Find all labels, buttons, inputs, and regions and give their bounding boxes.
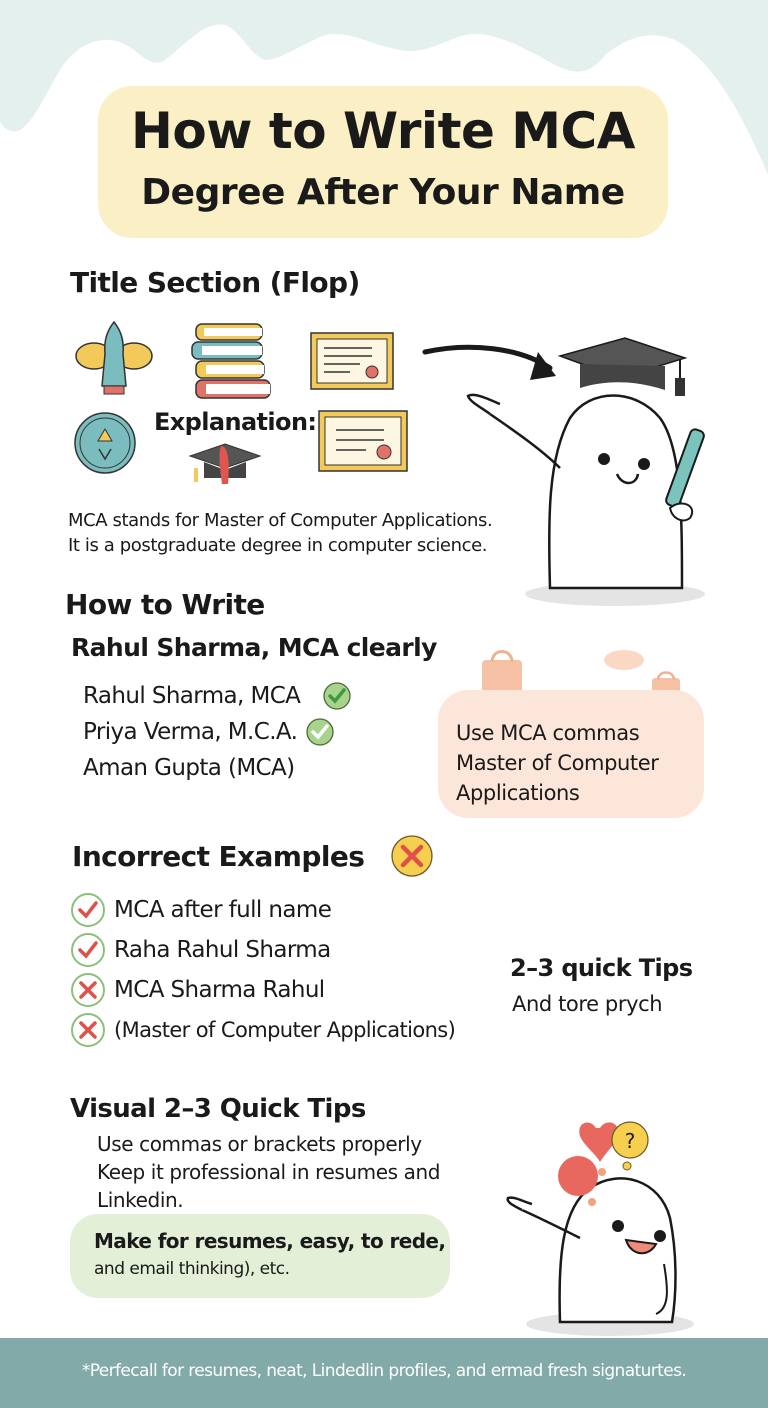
badge-coin-icon bbox=[73, 411, 137, 475]
example-text: Rahul Sharma, MCA bbox=[83, 683, 301, 709]
usage-callout-text bbox=[456, 718, 659, 808]
callout-line: Master of Computer bbox=[456, 751, 659, 775]
mascot-graduate-illustration bbox=[420, 318, 730, 608]
section-heading-incorrect: Incorrect Examples bbox=[72, 839, 365, 873]
example-text: Aman Gupta (MCA) bbox=[83, 755, 295, 781]
section-heading-title: Title Section (Flop) bbox=[70, 266, 360, 299]
example-text: Raha Rahul Sharma bbox=[114, 937, 331, 963]
tips-callout-text bbox=[94, 1226, 445, 1282]
section-heading-quick-tips: Visual 2–3 Quick Tips bbox=[70, 1094, 366, 1124]
example-text: (Master of Computer Applications) bbox=[114, 1018, 456, 1042]
description-line: MCA stands for Master of Computer Applications. bbox=[68, 510, 493, 531]
page-title: How to Write MCA bbox=[131, 102, 635, 160]
incorrect-examples-list bbox=[70, 890, 455, 1050]
cross-circle-icon bbox=[70, 972, 106, 1008]
cross-circle-icon bbox=[390, 834, 434, 878]
tip-line: Keep it professional in resumes and bbox=[97, 1160, 441, 1184]
quick-tips-side-text: And tore prych bbox=[512, 992, 663, 1016]
callout-line: Use MCA commas bbox=[456, 721, 640, 745]
example-text: MCA after full name bbox=[114, 897, 332, 923]
callout-line: Applications bbox=[456, 781, 580, 805]
tip-line: Use commas or brackets properly bbox=[97, 1132, 422, 1156]
example-row bbox=[83, 714, 352, 750]
example-text: MCA Sharma Rahul bbox=[114, 977, 325, 1003]
how-to-write-subheading: Rahul Sharma, MCA clearly bbox=[71, 633, 437, 662]
svg-text:?: ? bbox=[624, 1129, 636, 1153]
page-subtitle: Degree After Your Name bbox=[141, 172, 625, 213]
check-circle-icon bbox=[70, 932, 106, 968]
check-circle-icon bbox=[70, 892, 106, 928]
rocket-icon bbox=[74, 320, 154, 396]
quick-tips-list bbox=[97, 1130, 440, 1214]
mascot-thinking-illustration bbox=[500, 1088, 720, 1338]
example-row bbox=[70, 930, 455, 970]
footer-text: *Perfecall for resumes, neat, Lindedlin profiles, and ermad fresh signaturtes. bbox=[81, 1361, 687, 1381]
example-row bbox=[83, 678, 352, 714]
example-row bbox=[70, 1010, 455, 1050]
incorrect-examples-header bbox=[72, 834, 434, 878]
callout-decoration bbox=[478, 646, 698, 696]
certificate-icon bbox=[318, 410, 408, 472]
explanation-label: Explanation: bbox=[154, 408, 317, 436]
quick-tips-side-heading: 2–3 quick Tips bbox=[510, 954, 693, 982]
callout-line: Make for resumes, easy, to rede, bbox=[94, 1229, 446, 1253]
callout-line: and email thinking), etc. bbox=[94, 1259, 290, 1279]
check-circle-icon bbox=[305, 717, 335, 747]
description-line: It is a postgraduate degree in computer science. bbox=[68, 535, 488, 556]
check-circle-icon bbox=[322, 681, 352, 711]
tip-line: Linkedin. bbox=[97, 1188, 184, 1212]
books-stack-icon bbox=[190, 322, 272, 400]
section-heading-how-to-write: How to Write bbox=[65, 588, 265, 621]
example-row bbox=[70, 890, 455, 930]
example-row bbox=[83, 750, 352, 786]
example-row bbox=[70, 970, 455, 1010]
correct-examples-list bbox=[83, 678, 352, 786]
example-text: Priya Verma, M.C.A. bbox=[83, 719, 298, 745]
certificate-icon bbox=[310, 332, 394, 390]
graduation-cap-icon bbox=[188, 440, 262, 490]
cross-circle-icon bbox=[70, 1012, 106, 1048]
